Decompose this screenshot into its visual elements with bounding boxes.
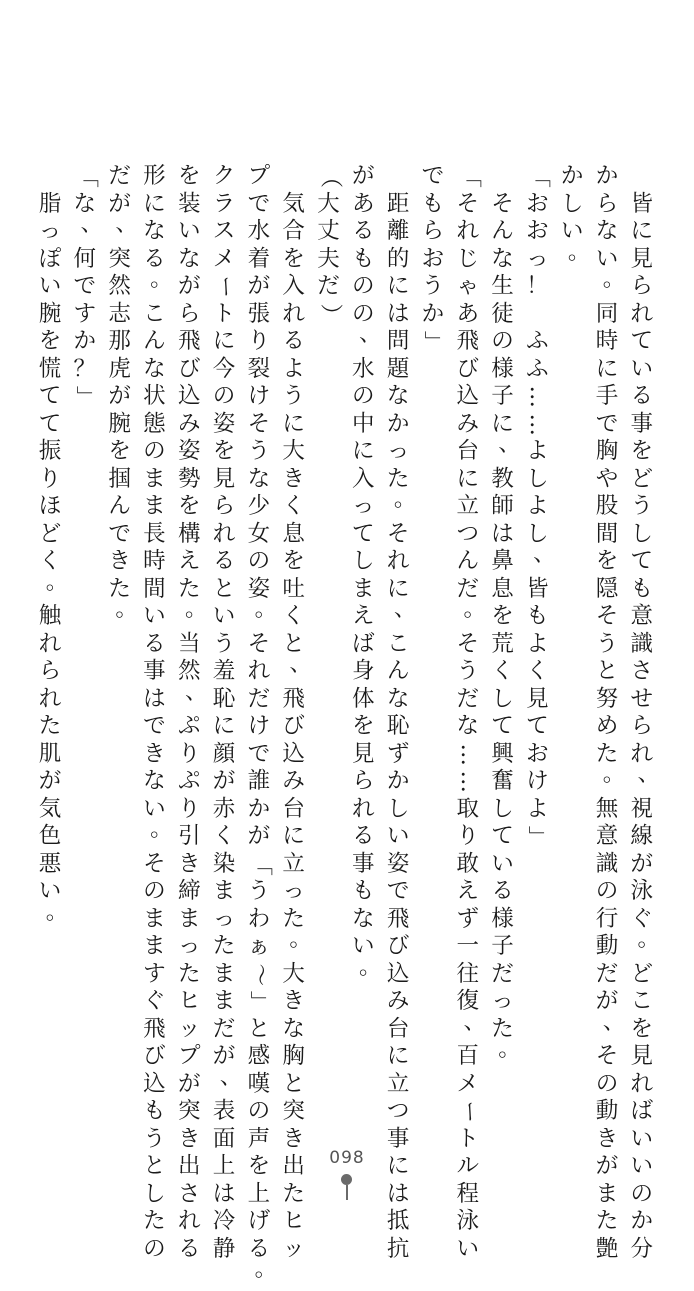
- column-text: 気 合 を 入 れ る よ う に 大 き く 息 を 吐 く と 、 飛 び 込 み 台 に 立 っ た 。 大 き な 胸 と 突 き 出 た ヒ ッ: [282, 190, 312, 1262]
- text-column: [106, 163, 138, 1123]
- column-text: 距 離 的 に は 問 題 な か っ た 。 そ れ に 、 こ ん な 恥 ず か し い 姿 で 飛 び 込 み 台 に 立 つ 事 に は 抵 抗: [386, 190, 417, 1262]
- column-text: 「 お お っ ！ ふ ふ … … よ し よ し 、 皆 も よ く 見 て お け よ 」: [525, 165, 556, 848]
- column-text: プ で 水 着 が 張 り 裂 け そ う な 少 女 の 姿 。 そ れ だ け で 誰 か が 「 う わ ぁ ～ 」 と 感 嘆 の 声 を 上 げ る 。: [246, 163, 278, 1282]
- column-text: 形 に な る 。 こ ん な 状 態 の ま ま 長 時 間 い る 事 は で き な い 。 そ の ま ま す ぐ 飛 び 込 も う と し た の: [143, 163, 173, 1262]
- column-text: だ が 、 突 然 志 那 虎 が 腕 を 掴 ん で き た 。: [108, 163, 138, 622]
- column-text: 「 そ れ じ ゃ あ 飛 び 込 み 台 に 立 つ ん だ 。 そ う だ な … … 取 り 敢 え ず 一 往 復 、 百 メ ー ト ル 程 泳 い: [455, 165, 486, 1262]
- text-column: [210, 163, 243, 1262]
- text-column: [628, 163, 661, 1262]
- text-column: [384, 163, 417, 1262]
- text-column: [315, 163, 343, 1123]
- text-column: [489, 163, 521, 1123]
- text-column: [523, 163, 556, 1123]
- text-column: [558, 163, 591, 1123]
- text-column: [280, 163, 312, 1262]
- column-text: 「 な 、 何 で す か ？ 」: [72, 165, 104, 408]
- column-text: か ら な い 。 同 時 に 手 で 胸 や 股 間 を 隠 そ う と 努 め た 。 無 意 識 の 行 動 だ が 、 そ の 動 き が ま た 艶: [595, 163, 626, 1262]
- text-column: [419, 163, 447, 1123]
- page-number: 098: [329, 1148, 365, 1168]
- column-text: （ 大 丈 夫 だ ）: [316, 165, 343, 326]
- column-text: ク ラ ス メ ー ト に 今 の 姿 を 見 ら れ る と い う 羞 恥 に 顔 が 赤 く 染 ま っ た ま ま だ が 、 表 面 上 は 冷 静: [211, 163, 243, 1262]
- text-column: [36, 163, 69, 1123]
- column-text: か し い 。: [560, 163, 591, 265]
- text-column: [349, 163, 382, 1123]
- text-column: [71, 163, 104, 1123]
- text-column: [140, 163, 173, 1262]
- text-column: [454, 163, 486, 1262]
- column-text: 脂 っ ぽ い 腕 を 慌 て て 振 り ほ ど く 。 触 れ ら れ た 肌 が 気 色 悪 い 。: [38, 190, 69, 925]
- column-text: そ ん な 生 徒 の 様 子 に 、 教 師 は 鼻 息 を 荒 く し て 興 奮 し て い る 様 子 だ っ た 。: [491, 190, 521, 1062]
- text-column: [593, 163, 626, 1262]
- column-text: を 装 い な が ら 飛 び 込 み 姿 勢 を 構 え た 。 当 然 、 ぷ り ぷ り 引 き 締 ま っ た ヒ ッ プ が 突 き 出 さ れ る: [177, 163, 208, 1262]
- text-column: [175, 163, 208, 1262]
- column-text: が あ る も の の 、 水 の 中 に 入 っ て し ま え ば 身 体 を 見 ら れ る 事 も な い 。: [352, 163, 382, 980]
- page-marker-dot: [341, 1174, 352, 1185]
- column-text: で も ら お う か 」: [420, 163, 447, 353]
- text-column: [245, 163, 278, 1282]
- column-text: 皆 に 見 ら れ て い る 事 を ど う し て も 意 識 さ せ ら れ 、 視 線 が 泳 ぐ 。 ど こ を 見 れ ば い い の か 分: [630, 190, 661, 1262]
- page-marker-line: [346, 1185, 348, 1200]
